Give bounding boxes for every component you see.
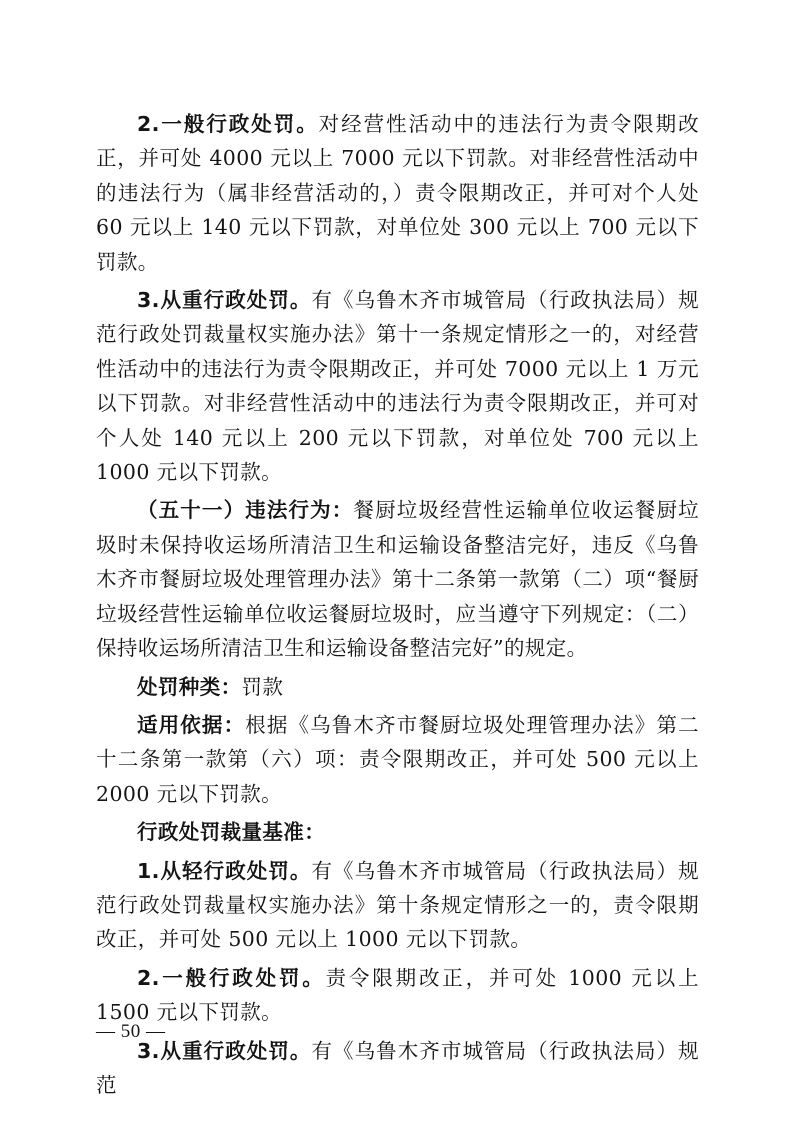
paragraph-legal-basis [96, 708, 699, 811]
paragraph-heavier-penalty-1 [96, 283, 699, 489]
paragraph-lead: 3.从重行政处罚。 [137, 288, 312, 313]
paragraph-lead: 2.一般行政处罚。 [137, 965, 326, 990]
paragraph-text: 有《乌鲁木齐市城管局（行政执法局）规范 [96, 1038, 699, 1097]
paragraph-lead: （五十一）违法行为： [137, 498, 354, 523]
document-body [96, 107, 699, 1106]
paragraph-heavier-penalty-2 [96, 1034, 699, 1103]
paragraph-lighter-penalty [96, 854, 699, 957]
paragraph-lead: 适用依据： [137, 712, 246, 737]
paragraph-discretion-heading [96, 815, 699, 849]
page-number: — 50 — [96, 1021, 166, 1042]
paragraph-text: 根据《乌鲁木齐市餐厨垃圾处理管理办法》第二十二条第一款第（六）项：责令限期改正，并可处 500 元以上 2000 元以下罚款。 [96, 712, 699, 806]
paragraph-lead: 2.一般行政处罚。 [137, 112, 319, 136]
paragraph-text: 餐厨垃圾经营性运输单位收运餐厨垃圾时未保持收运场所清洁卫生和运输设备整洁完好，违反《乌鲁木齐市餐厨垃圾处理管理办法》第十二条第一款第（二）项“餐厨垃圾经营性运输单位收运餐厨垃圾时，应当遵守下列规定：（二）保持收运场所清洁卫生和运输设备整洁完好”的规定。 [96, 498, 699, 661]
paragraph-text: 有《乌鲁木齐市城管局（行政执法局）规范行政处罚裁量权实施办法》第十条规定情形之一的，责令限期改正，并可处 500 元以上 1000 元以下罚款。 [96, 858, 699, 952]
paragraph-lead: 行政处罚裁量基准： [137, 820, 326, 845]
paragraph-text: 有《乌鲁木齐市城管局（行政执法局）规范行政处罚裁量权实施办法》第十一条规定情形之一的，对经营性活动中的违法行为责令限期改正，并可处 7000 元以上 1 万元以下罚款。对非经营性活动中的违法行为责令限期改正，并可对个人处 140 元以上 200 元以下罚款，对单位处 700 元以上 1000 元以下罚款。 [96, 288, 699, 485]
paragraph-text: 责令限期改正，并可处 1000 元以上 1500 元以下罚款。 [96, 965, 699, 1025]
paragraph-penalty-type [96, 670, 699, 704]
paragraph-lead: 处罚种类： [137, 674, 242, 699]
paragraph-general-penalty-2 [96, 961, 699, 1030]
paragraph-violation-51 [96, 493, 699, 665]
paragraph-text: 对经营性活动中的违法行为责令限期改正，并可处 4000 元以上 7000 元以下罚款。对非经营性活动中的违法行为（属非经营活动的，）责令限期改正，并可对个人处 60 元以上 140 元以下罚款，对单位处 300 元以上 700 元以下罚款。 [96, 112, 699, 274]
paragraph-general-penalty-1 [96, 107, 699, 279]
paragraph-lead: 3.从重行政处罚。 [137, 1038, 312, 1063]
paragraph-lead: 1.从轻行政处罚。 [137, 858, 312, 883]
paragraph-text: 罚款 [241, 674, 284, 699]
